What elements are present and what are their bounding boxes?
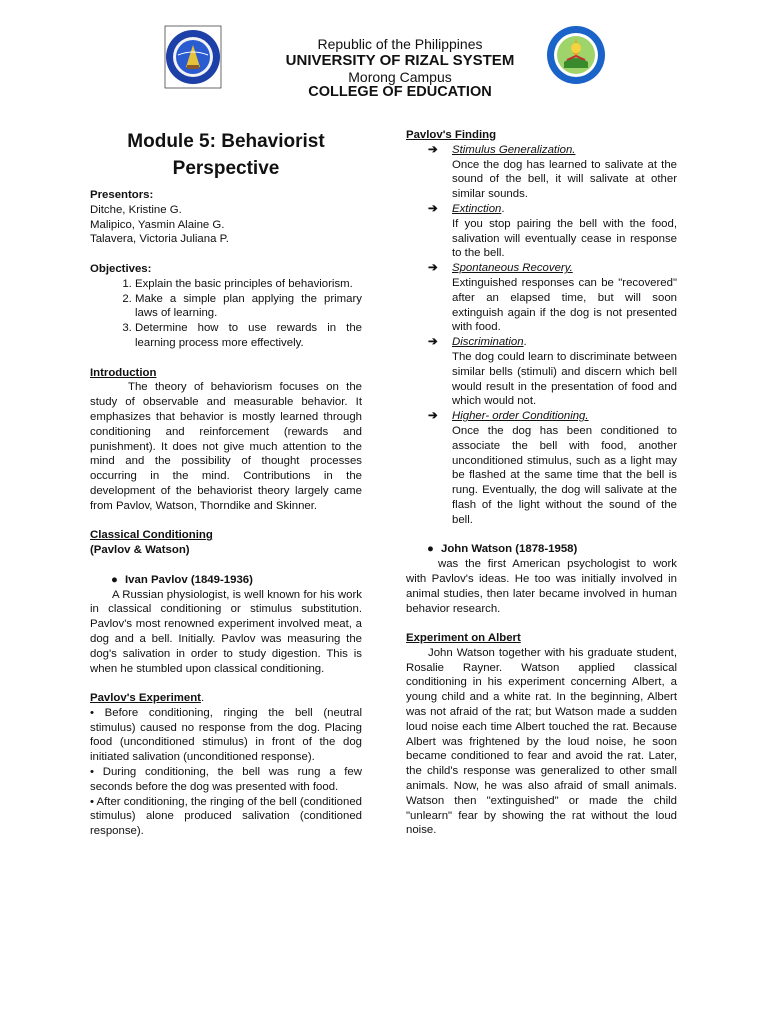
presenter-name: Malipico, Yasmin Alaine G. [90, 218, 225, 231]
presenters-label: Presentors: [90, 189, 154, 201]
finding-text: Extinguished responses can be "recovered" after an elapsed time, but will soon extinguish again if the dog is not presented with food. [452, 276, 677, 334]
watson-heading: ● John Watson (1878-1958) [427, 543, 578, 556]
pavlov-finding-heading: Pavlov's Finding [406, 129, 497, 141]
presenter-name: Talavera, Victoria Juliana P. [90, 233, 229, 246]
finding-term: ➔ Extinction. [428, 202, 505, 215]
arrow-icon: ➔ [428, 202, 438, 215]
arrow-icon: ➔ [428, 410, 438, 423]
finding-term: ➔ Discrimination. [428, 336, 527, 349]
introduction-heading: Introduction [90, 366, 157, 379]
classical-conditioning-heading: Classical Conditioning [90, 529, 213, 542]
arrow-icon: ➔ [428, 143, 438, 156]
module-title: Module 5: Behaviorist Perspective [127, 131, 325, 179]
introduction-text: The theory of behaviorism focuses on the study of observable and measurable behavior. It emphasizes that behavior is mostly learned through conditioning and reinforcement (rewards and punishment). It does not give much attention to the mind and the possibility of thought processes occurring in the mind. Contributions in the development of the behaviorist theory largely came from Pavlov, Watson, Thorndike and Skinner. [90, 381, 362, 512]
finding-term: ➔ Spontaneous Recovery. [428, 262, 573, 275]
bullet-icon: ● [427, 543, 434, 556]
finding-text: Once the dog has learned to salivate at the sound of the bell, it will salivate at other similar sounds. [452, 158, 677, 201]
header-university: UNIVERSITY OF RIZAL SYSTEM [285, 52, 515, 69]
finding-term: ➔ Higher- order Conditioning. [428, 410, 589, 423]
pavlov-text: A Russian physiologist, is well known for his work in classical conditioning or stimulus substitution. Pavlov's most renowned experiment involved meat, a dog and a bell. Initially. Pavlov was measuring the dog's salivation in order to study digestion. This is when he stumbled upon classical conditioning. [90, 588, 362, 675]
finding-term: ➔ Stimulus Generalization. [428, 143, 576, 156]
finding-text: The dog could learn to discriminate between similar bells (stimuli) and discern which bell would result in the presentation of food and which would not. [452, 350, 677, 408]
arrow-icon: ➔ [428, 336, 438, 349]
finding-text: If you stop pairing the bell with the food, salivation will eventually cease in response to the bell. [452, 217, 677, 260]
objectives-list [90, 277, 362, 351]
experiment-point: • After conditioning, the ringing of the bell (conditioned stimulus) alone produced salivation (conditioned response). [90, 795, 362, 838]
finding-text: Once the dog has been conditioned to associate the bell with food, another unconditioned stimulus, such as a light may be flashed at the same time that the bell is rung. Eventually, the dog will salivate at the flash of the light without the sound of the bell. [452, 424, 677, 526]
watson-text: was the first American psychologist to work with Pavlov's ideas. He too was initially involved in animal studies, then later became involved in human behavior research. [406, 558, 677, 615]
albert-text: John Watson together with his graduate student, Rosalie Rayner. Watson applied classical conditioning in his experiment concerning Albert, a young child and a white rat. In the beginning, Albert was not afraid of the rat; but Watson made a sudden loud noise each time Albert touched the rat. Because Albert was frightened by the loud noise, he soon became conditioned to fear and avoid the rat. Later, the child's response was generalized to other small animals. Now, he was also afraid of small animals. Watson then "extinguished" or made the child "unlearn" fear by showing the rat without the loud noise. [406, 646, 677, 837]
pavlov-heading: ● Ivan Pavlov (1849-1936) [111, 573, 253, 586]
header-campus: Morong Campus [348, 69, 452, 85]
left-column [90, 128, 362, 839]
objectives-label: Objectives: [90, 262, 152, 275]
presenter-name: Ditche, Kristine G. [90, 203, 182, 216]
header-republic: Republic of the Philippines [317, 36, 483, 52]
classical-conditioning-sub: (Pavlov & Watson) [90, 544, 190, 557]
header-college: COLLEGE OF EDUCATION [308, 84, 492, 100]
experiment-heading: Pavlov's Experiment. [90, 692, 205, 705]
arrow-icon: ➔ [428, 262, 438, 275]
experiment-point: • During conditioning, the bell was rung a few seconds before the dog was presented with food. [90, 766, 362, 793]
right-column [406, 128, 677, 838]
objective-item: 2. Make a simple plan applying the primary laws of learning. [135, 292, 362, 322]
experiment-point: • Before conditioning, ringing the bell (neutral stimulus) caused no response from the dog. Placing food (unconditioned stimulus) in front of the dog initiated salivation (unconditioned response). [90, 706, 362, 764]
albert-heading: Experiment on Albert [406, 632, 521, 645]
bullet-icon: ● [111, 573, 118, 586]
objective-item: 1. Explain the basic principles of behaviorism. [135, 277, 362, 292]
objective-item: 3. Determine how to use rewards in the learning process more effectively. [135, 321, 362, 351]
